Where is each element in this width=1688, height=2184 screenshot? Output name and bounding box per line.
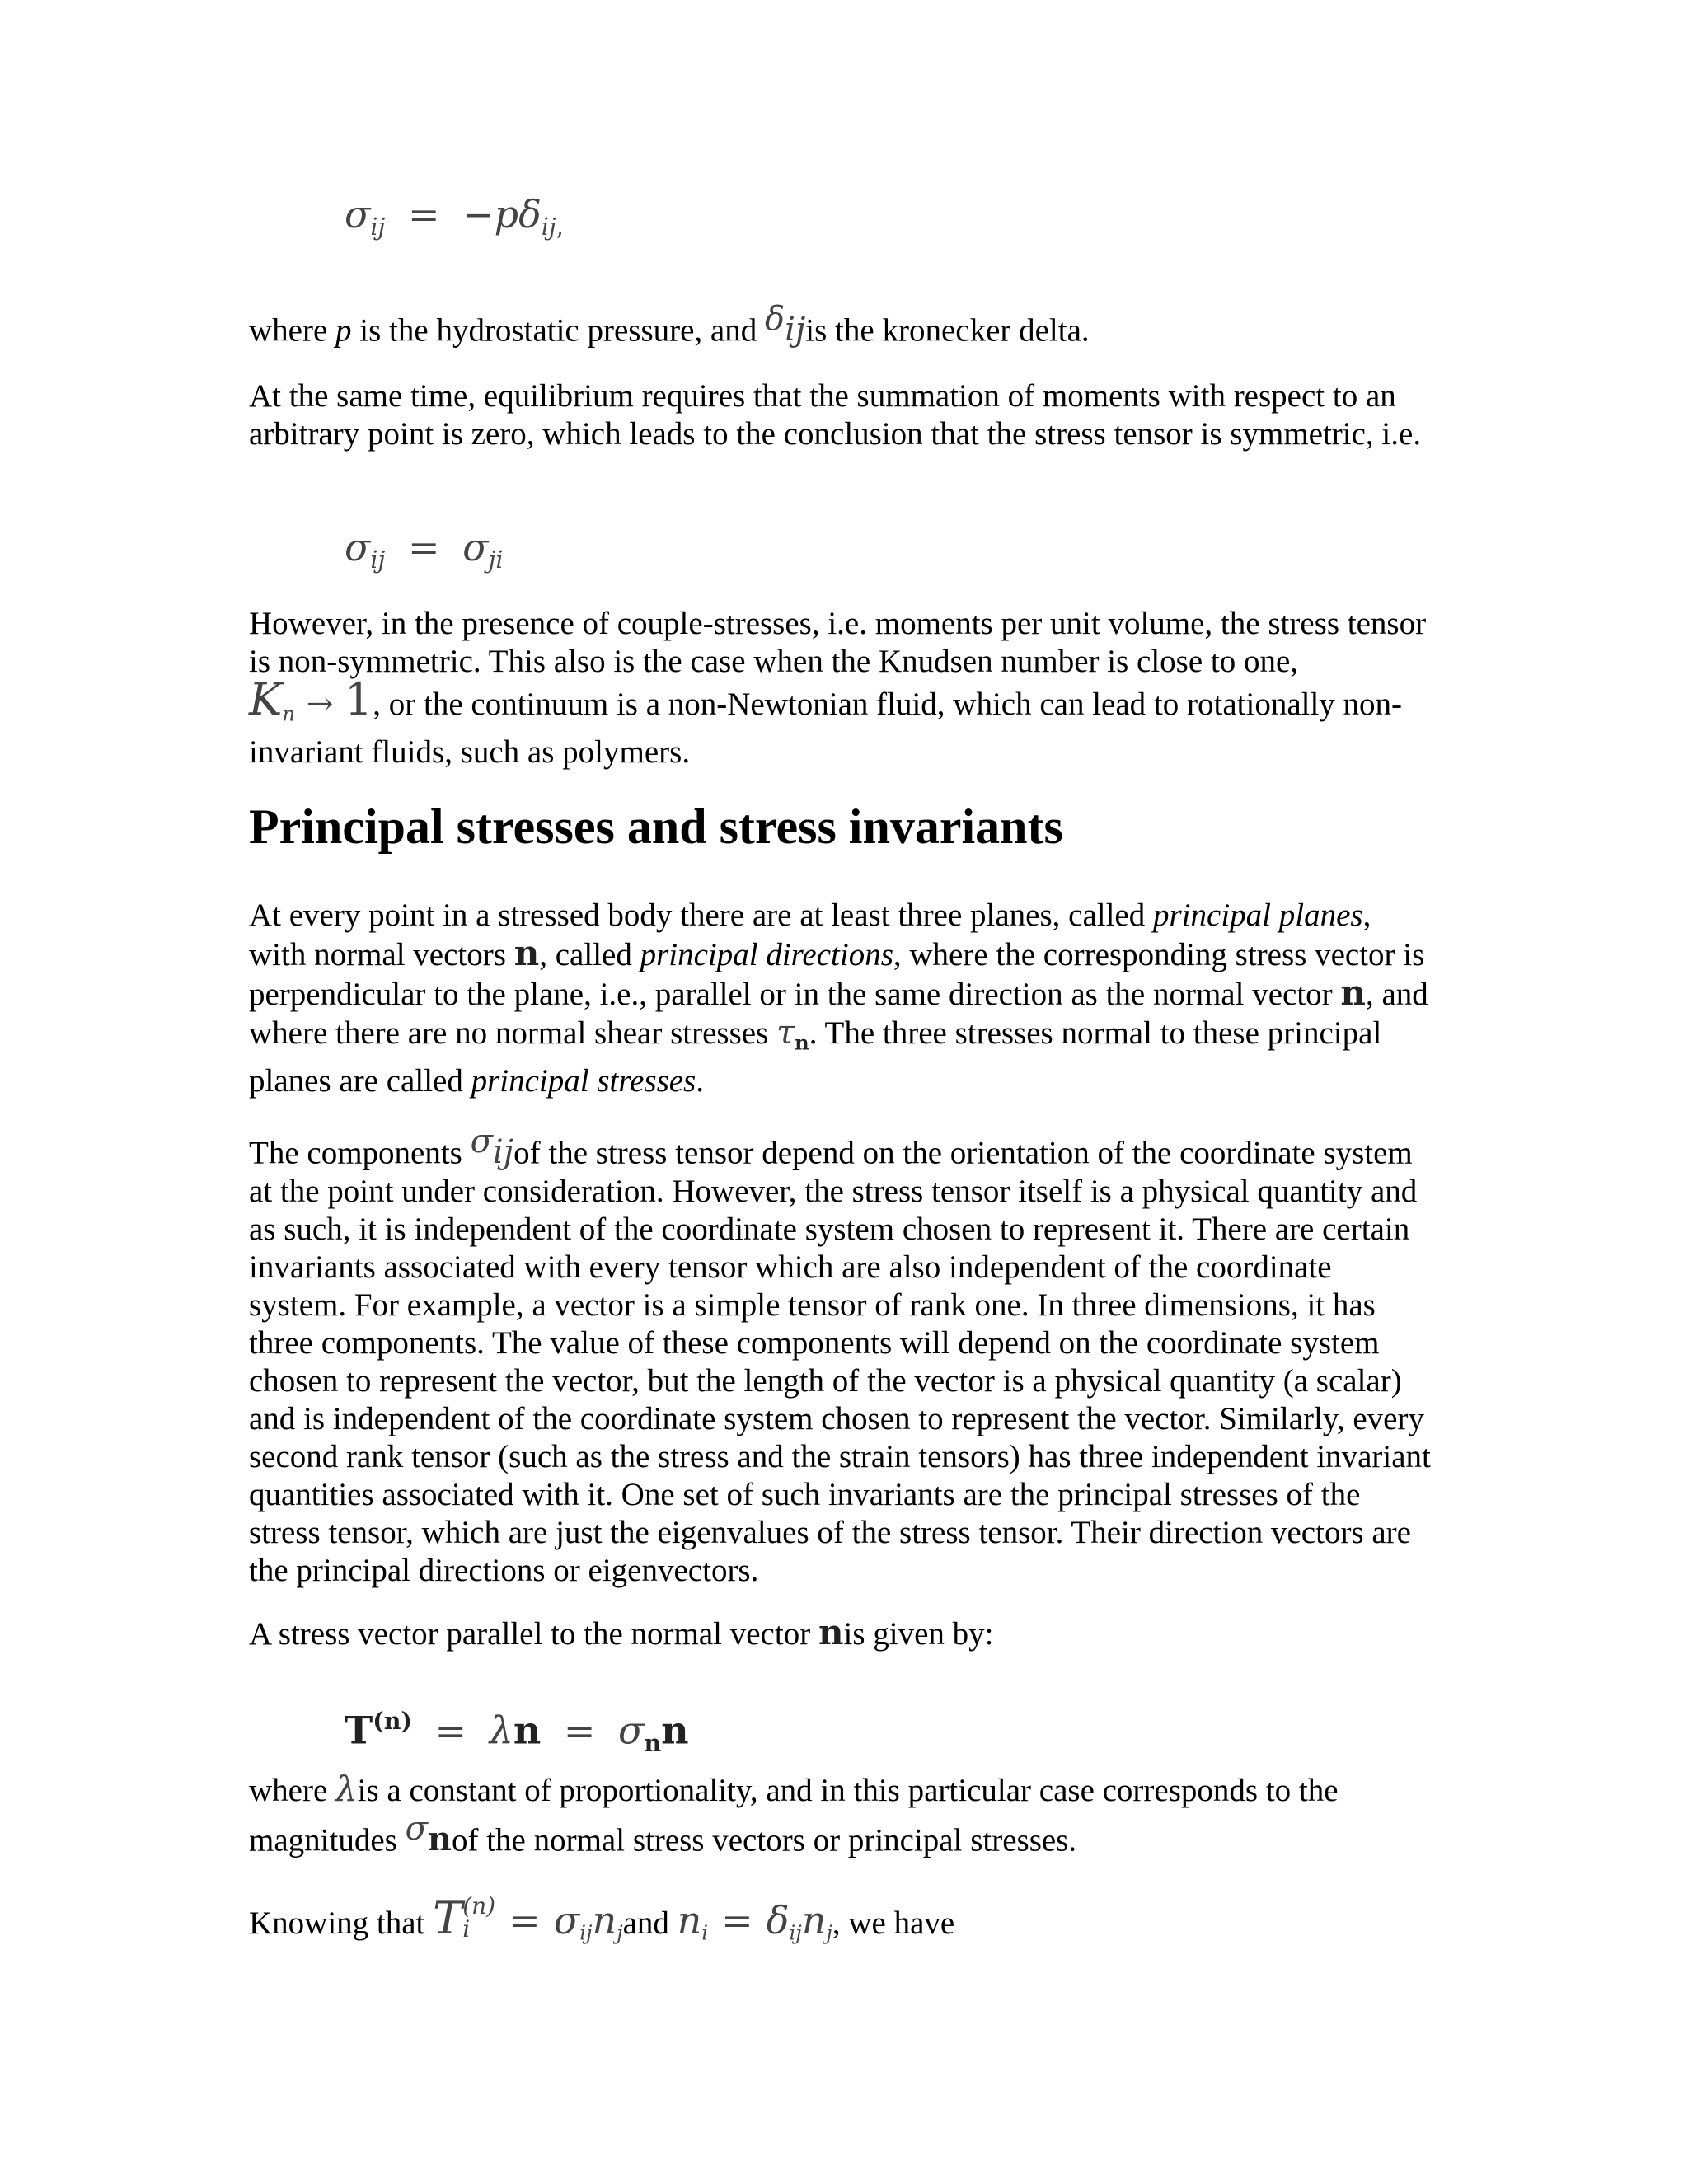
text-run: . The three stresses normal to these principal planes are called xyxy=(249,1015,1382,1099)
text-run: At every point in a stressed body there are at least three planes, called xyxy=(249,898,1153,933)
text-run: and xyxy=(622,1905,678,1941)
italic-p: p xyxy=(335,312,352,349)
math-sigma: σ xyxy=(553,1898,580,1943)
math-bold-n: n xyxy=(513,933,540,973)
eq-sigma: σ xyxy=(345,192,371,237)
eq-sub: ji xyxy=(488,546,504,574)
math-bold-n: n xyxy=(1340,972,1366,1013)
eq-sub: ij xyxy=(370,546,386,574)
math-sub: i xyxy=(701,1921,709,1945)
paragraph-equilibrium: At the same time, equilibrium requires that the summation of moments with respect to an arbitrary point is zero, which leads to the conclusion that the stress tensor is symmetric, i.e. xyxy=(249,378,1422,452)
math-sub: n xyxy=(282,702,295,726)
math-tau: τ xyxy=(776,1014,795,1052)
math-sup: (n) xyxy=(462,1891,496,1919)
math-lambda: λ xyxy=(335,1769,358,1809)
text-run: , with normal vectors xyxy=(249,898,1372,972)
text-run: The components xyxy=(249,1135,471,1171)
text-run: . xyxy=(696,1062,704,1099)
math-sub: ij xyxy=(789,1921,802,1945)
equation-symmetric-stress xyxy=(345,524,503,583)
paragraph-principal-planes xyxy=(249,897,1436,1100)
eq-operator: = xyxy=(407,192,440,237)
italic-term: principal planes xyxy=(1153,898,1363,933)
math-sub: j xyxy=(826,1921,832,1945)
eq-bold-n: n xyxy=(513,1708,542,1753)
eq-bold-n: n xyxy=(661,1708,689,1753)
equation-hydrostatic-stress xyxy=(345,191,564,251)
paragraph-knowing-that xyxy=(249,1891,1436,1958)
math-delta: δ xyxy=(765,300,785,338)
text-run: , or the continuum is a non-Newtonian fluid, which can lead to rotationally non-invariant fluids, such as polymers. xyxy=(249,687,1403,770)
text-run: Knowing that xyxy=(249,1905,434,1941)
eq-sup: (n) xyxy=(373,1707,412,1735)
math-sub: ij xyxy=(492,1132,514,1171)
text-run: is the hydrostatic pressure, and xyxy=(351,312,765,349)
eq-sigma: σ xyxy=(618,1708,645,1753)
eq-sub: ij xyxy=(370,213,386,241)
text-run: , and where there are no normal shear stresses xyxy=(249,977,1428,1051)
text-run: A stress vector parallel to the normal vector xyxy=(249,1616,818,1652)
math-n: n xyxy=(592,1898,617,1943)
paragraph-proportionality xyxy=(249,1770,1436,1860)
text-run: is a constant of proportionality, and in this particular case corresponds to the magnitudes xyxy=(249,1773,1339,1858)
math-operator: = xyxy=(721,1898,753,1943)
math-sub: ij xyxy=(785,310,806,349)
text-run: of the stress tensor depend on the orientation of the coordinate system at the point under consideration. However, the stress tensor itself is a physical quantity and as such, it is independent of the coordinate system chosen to represent it. There are certain invariants associated with every tensor which are also independent of the coordinate system. For example, a vector is a simple tensor of rank one. In three dimensions, it has three components. The value of these components will depend on the coordinate system chosen to represent the vector, but the length of the vector is a physical quantity (a scalar) and is independent of the coordinate system chosen to represent the vector. Similarly, every second rank tensor (such as the stress and the strain tensors) has three independent invariant quantities associated with it. One set of such invariants are the principal stresses of the stress tensor, which are just the eigenvalues of the stress tensor. Their direction vectors are the principal directions or eigenvectors. xyxy=(249,1135,1431,1588)
math-bold-n: n xyxy=(818,1612,844,1652)
eq-sigma: σ xyxy=(345,525,371,569)
math-n: n xyxy=(801,1898,827,1943)
eq-sub: n xyxy=(644,1728,662,1757)
italic-term: principal directions xyxy=(640,937,893,972)
math-n: n xyxy=(677,1898,702,1943)
math-K: K xyxy=(249,673,283,725)
eq-sub: ij xyxy=(541,213,556,241)
text-run: , called xyxy=(539,937,640,972)
text-run: , where the corresponding stress vector is perpendicular to the plane, i.e., parallel or in the same direction as the normal vector xyxy=(249,937,1425,1012)
eq-operator: = xyxy=(434,1708,467,1753)
math-sub: n xyxy=(427,1819,452,1858)
math-arrow: → xyxy=(306,686,334,723)
eq-operator: = xyxy=(563,1708,596,1753)
equation-principal-stress-vector xyxy=(345,1698,689,1766)
math-sub: i xyxy=(462,1915,471,1943)
eq-sigma: σ xyxy=(462,525,489,569)
math-sub: ij xyxy=(579,1921,593,1945)
eq-bold-T: T xyxy=(345,1708,373,1753)
math-one: 1 xyxy=(344,673,373,725)
text-run: where xyxy=(249,1773,336,1808)
eq-operator: = xyxy=(407,525,440,569)
text-run: , we have xyxy=(832,1905,955,1941)
math-sub: j xyxy=(617,1921,623,1945)
paragraph-couple-stresses xyxy=(249,605,1436,771)
paragraph-stress-vector xyxy=(249,1614,1436,1653)
text-run: is the kronecker delta. xyxy=(805,312,1090,349)
eq-rhs: −pδ xyxy=(462,192,542,237)
text-run: is given by: xyxy=(843,1616,994,1652)
paragraph-hydrostatic xyxy=(249,300,1436,350)
eq-trailing-comma: , xyxy=(556,213,564,241)
text-run: where xyxy=(249,312,336,349)
text-run: However, in the presence of couple-stresses, i.e. moments per unit volume, the stress tensor is non-symmetric. This also is the case when the Knudsen number is close to one, xyxy=(249,606,1427,679)
eq-lambda: λ xyxy=(489,1708,513,1753)
math-sub: n xyxy=(795,1030,809,1055)
math-sigma: σ xyxy=(470,1122,493,1160)
text-run: of the normal stress vectors or principal stresses. xyxy=(451,1822,1077,1858)
paragraph-invariants xyxy=(249,1122,1436,1590)
math-sigma: σ xyxy=(405,1810,428,1848)
math-T: T xyxy=(433,1892,463,1944)
math-delta: δ xyxy=(766,1898,790,1943)
section-heading: Principal stresses and stress invariants xyxy=(249,799,1063,854)
italic-term: principal stresses xyxy=(471,1062,696,1099)
math-operator: = xyxy=(509,1898,541,1943)
